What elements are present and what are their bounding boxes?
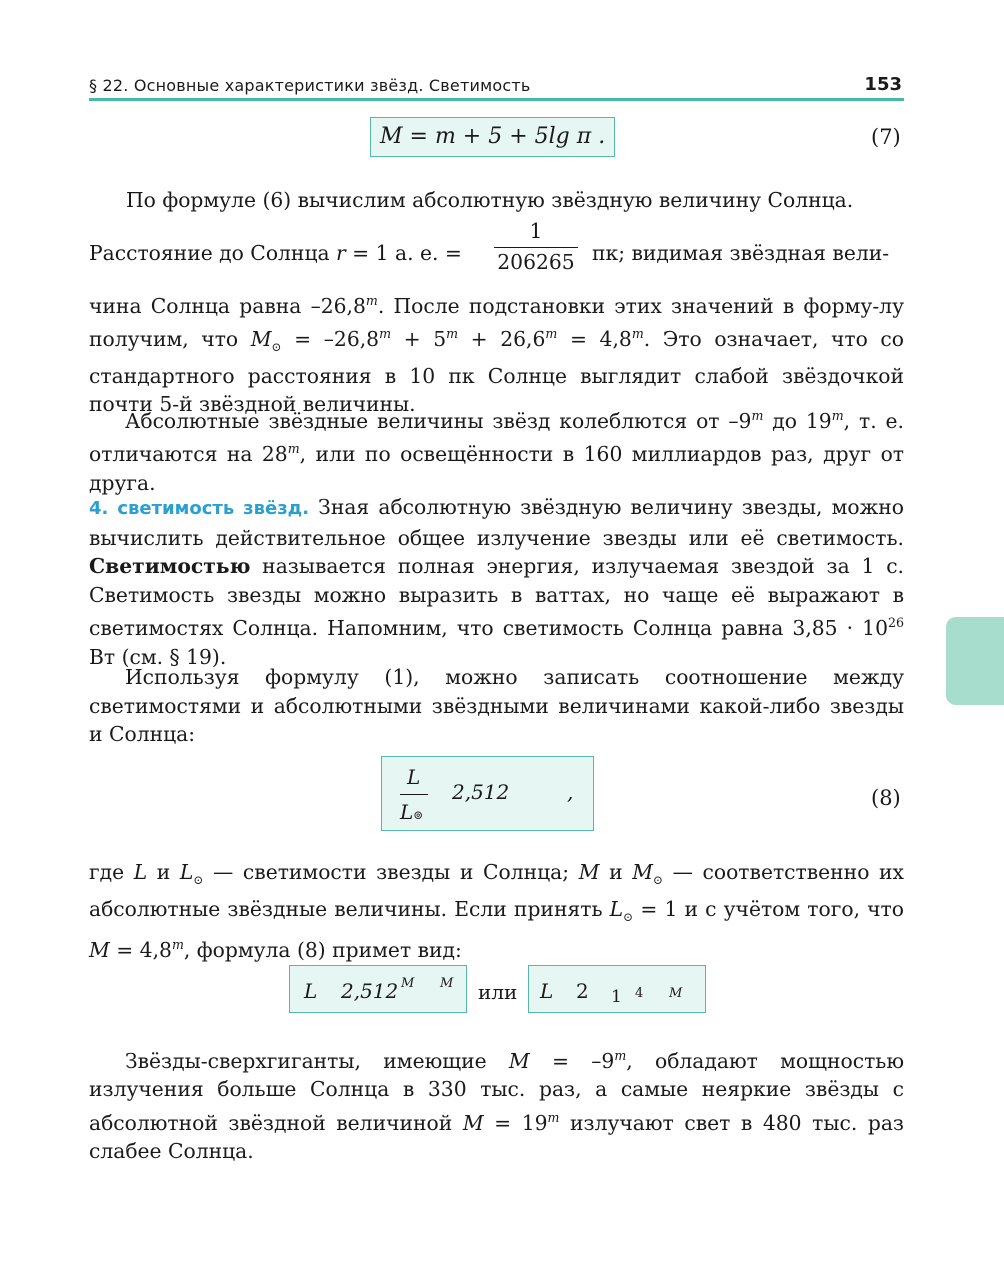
sup-m: m <box>171 937 184 953</box>
text: излучают свет в 480 тыс. раз слабее Солнца. <box>89 1110 904 1164</box>
paragraph-7 <box>89 1042 904 1166</box>
sun-symbol: ⊚ <box>413 808 424 822</box>
var-L-sun: L <box>179 860 194 884</box>
formula-7-text: M = m + 5 + 5lg π . <box>380 124 606 149</box>
formula-9-left-box <box>289 965 467 1013</box>
sup-m: m <box>631 326 644 342</box>
sup-m: m <box>751 408 764 423</box>
text: , или по освещённости в 160 миллиардов раз, друг от друга. <box>89 442 904 495</box>
sup-m: m <box>545 326 558 342</box>
var-M: M <box>462 1110 484 1135</box>
text: + 5 <box>391 327 447 352</box>
paragraph-2 <box>89 287 904 419</box>
formula-9-left-base: 2,512 <box>341 979 399 1003</box>
text: Зная абсолютную звёздную величину звезды, можно вычислить действительное общее излучение звезды или её светимость. <box>89 495 904 550</box>
exponent: 26 <box>887 615 904 631</box>
sup-m: m <box>446 326 459 342</box>
text: = –9 <box>529 1048 615 1073</box>
var-L: L <box>133 860 148 884</box>
var-r: r <box>336 241 346 265</box>
formula-9-right-four: 4 <box>635 986 644 1001</box>
paragraph-1-line-2 <box>89 241 462 265</box>
text: называется полная энергия, излучаемая звездой за 1 с. Светимость звезды можно выразить в ваттах, но чаще её выражают в светимостях Солнца. Напомним, что светимость Солнца равна 3,85 · 10 <box>89 554 904 641</box>
section-heading: 4. светимость звёзд. <box>89 498 310 519</box>
formula-8-number: (8) <box>871 786 901 810</box>
formula-9-right-L: L <box>540 979 554 1003</box>
text: Абсолютные звёздные величины звёзд колеблются от –9 <box>125 408 752 433</box>
sun-symbol: ⊙ <box>193 873 204 888</box>
text: , т. е. отличаются на 28 <box>89 408 904 467</box>
paragraph-5: Используя формулу (1), можно записать соотношение между светимостями и абсолютными звёздными величинами какой-либо звезды и Солнца: <box>89 665 904 747</box>
formula-8-base: 2,512 <box>452 780 510 804</box>
sup-m: m <box>365 293 378 308</box>
sup-m: m <box>287 441 300 457</box>
fraction-bar <box>494 247 578 248</box>
var-M: M <box>508 1048 530 1073</box>
var-M: M <box>250 327 272 352</box>
sup-m: m <box>831 408 844 423</box>
formula-9-or: или <box>478 980 518 1004</box>
text: = 4,8 <box>109 938 172 963</box>
sup-m: m <box>547 1109 560 1125</box>
text: и <box>599 860 633 884</box>
text: L <box>400 800 414 824</box>
formula-9-right-M: M <box>669 986 683 1001</box>
text: — светимости звезды и Солнца; <box>203 860 579 884</box>
running-header <box>89 74 904 98</box>
header-rule <box>89 98 904 101</box>
fraction-parsec <box>494 219 578 274</box>
text: Звёзды-сверхгиганты, имеющие <box>125 1048 509 1073</box>
var-M-sun: M <box>632 860 653 884</box>
formula-8-fraction-bar <box>400 794 428 795</box>
formula-9-right-box <box>528 965 706 1013</box>
var-M: M <box>89 938 110 963</box>
paragraph-3 <box>89 402 904 497</box>
formula-9-left-exp: M <box>401 976 415 991</box>
sun-symbol: ⊙ <box>623 909 634 924</box>
text: , формула (8) примет вид: <box>183 938 462 963</box>
text: и <box>147 860 180 884</box>
text: = 19 <box>483 1110 548 1135</box>
term-luminosity: Светимостью <box>89 554 251 579</box>
formula-8-numerator: L <box>407 765 421 789</box>
formula-8-comma: , <box>567 780 574 804</box>
fraction-denominator: 206265 <box>497 250 575 274</box>
formula-9-left-M: M <box>440 976 454 991</box>
paragraph-1-line-2-end: пк; видимая звёздная вели- <box>592 241 890 265</box>
text: чина Солнца равна –26,8 <box>89 293 366 318</box>
text: Расстояние до Солнца <box>89 241 337 265</box>
text: = 1 и с учётом того, что <box>633 896 904 921</box>
var-L-sun: L <box>609 896 624 921</box>
text: = –26,8 <box>281 327 380 352</box>
sup-m: m <box>614 1048 627 1063</box>
text: — соответственно их абсолютные звёздные величины. Если принять <box>89 860 904 921</box>
sup-m: m <box>379 326 392 342</box>
formula-8-denominator <box>400 800 423 824</box>
formula-9-left-L: L <box>304 979 318 1003</box>
paragraph-6 <box>89 858 904 965</box>
formula-9-right-one: 1 <box>611 987 622 1007</box>
text: = 4,8 <box>557 327 632 352</box>
paragraph-4 <box>89 493 904 671</box>
text: . После подстановки этих значений в форму-лу получим, что <box>89 293 904 352</box>
section-title: § 22. Основные характеристики звёзд. Светимость <box>89 76 531 95</box>
var-M: M <box>578 860 600 884</box>
formula-9-right-two: 2 <box>576 979 589 1003</box>
formula-7-box <box>370 117 615 157</box>
text: + 26,6 <box>458 327 546 352</box>
paragraph-1-line-1: По формуле (6) вычислим абсолютную звёздную величину Солнца. <box>126 188 854 212</box>
text: = 1 а. е. = <box>345 241 462 265</box>
sun-symbol: ⊙ <box>652 873 664 888</box>
text: до 19 <box>763 408 832 433</box>
chapter-tab <box>946 617 1004 705</box>
text: где <box>89 860 134 884</box>
text: Вт (см. § 19). <box>89 644 227 669</box>
formula-8-box <box>381 756 594 831</box>
formula-7-number: (7) <box>871 125 901 149</box>
sun-symbol: ⊙ <box>271 340 282 355</box>
page-number: 153 <box>864 74 902 95</box>
text: , обладают мощностью излучения больше Солнца в 330 тыс. раз, а самые неяркие звёзды с абсолютной звёздной величиной <box>89 1048 904 1135</box>
fraction-numerator: 1 <box>529 219 543 243</box>
text: . Это означает, что со стандартного расстояния в 10 пк Солнце выглядит слабой звёздочкой почти 5-й звёздной величины. <box>89 327 904 417</box>
